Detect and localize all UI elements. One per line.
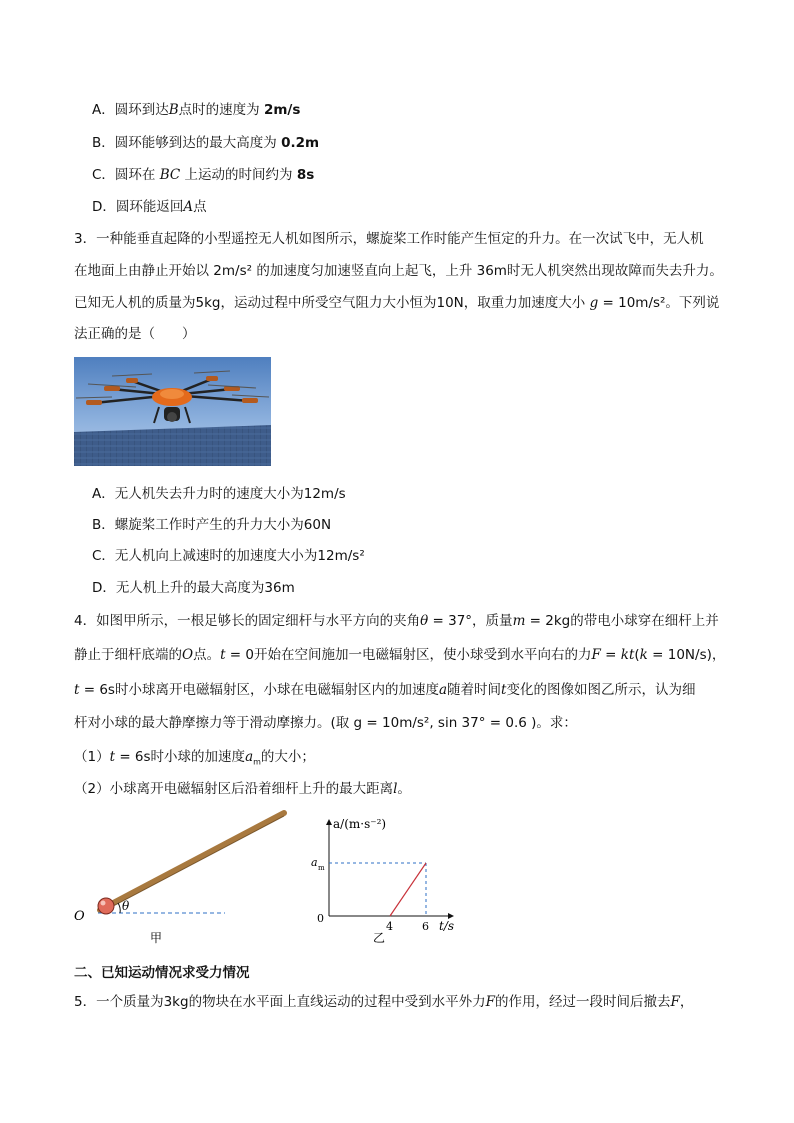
caption-jia: 甲 bbox=[150, 931, 163, 945]
y-axis-label: a/(m·s⁻²) bbox=[333, 817, 387, 831]
q2-option-c: C．圆环在 BC 上运动的时间约为 8s bbox=[92, 167, 315, 183]
q3-option-a: A．无人机失去升力时的速度大小为12m/s bbox=[92, 486, 346, 502]
q3-option-c: C．无人机向上减速时的加速度大小为12m/s² bbox=[92, 548, 365, 564]
q2-option-b: B．圆环能够到达的最大高度为 0.2m bbox=[92, 135, 320, 151]
q3-line3: 已知无人机的质量为5kg，运动过程中所受空气阻力大小恒为10N，取重力加速度大小 g = 10m/s²。下列说 bbox=[74, 295, 720, 311]
origin-label: 0 bbox=[317, 912, 324, 925]
q4-line4: 杆对小球的最大静摩擦力等于滑动摩擦力。(取 g = 10m/s², sin 37° = 0.6 )。求： bbox=[74, 715, 577, 731]
figure-jia bbox=[70, 808, 300, 957]
q5-line1: 5．一个质量为3kg的物块在水平面上直线运动的过程中受到水平外力F的作用，经过一段时间后撤去F， bbox=[74, 994, 694, 1010]
angle-arc bbox=[118, 903, 120, 913]
q2-option-d: D．圆环能返回A点 bbox=[92, 199, 207, 215]
q4-sub2: （2）小球离开电磁辐射区后沿着细杆上升的最大距离l。 bbox=[74, 781, 411, 797]
x-tick-6: 6 bbox=[422, 920, 429, 933]
q4-line1: 4．如图甲所示，一根足够长的固定细杆与水平方向的夹角θ = 37°，质量m = 2kg的带电小球穿在细杆上并 bbox=[74, 613, 719, 629]
y-tick-am: a bbox=[311, 856, 318, 869]
y-tick-am-sub: m bbox=[318, 864, 325, 872]
q3-line1: 3．一种能垂直起降的小型遥控无人机如图所示，螺旋桨工作时能产生恒定的升力。在一次试飞中，无人机 bbox=[74, 231, 704, 247]
q3-option-d: D．无人机上升的最大高度为36m bbox=[92, 580, 295, 596]
q2-option-a: A．圆环到达B点时的速度为 2m/s bbox=[92, 102, 301, 118]
section-heading: 二、已知运动情况求受力情况 bbox=[74, 965, 250, 981]
q4-sub1: （1）t = 6s时小球的加速度$a_m$的大小； bbox=[74, 749, 315, 767]
charged-ball bbox=[98, 898, 114, 914]
figure-yi bbox=[305, 812, 465, 951]
drone-photo bbox=[74, 357, 271, 466]
q3-option-b: B．螺旋桨工作时产生的升力大小为60N bbox=[92, 517, 332, 533]
angle-label: θ bbox=[122, 899, 130, 913]
q4-line3: t = 6s时小球离开电磁辐射区，小球在电磁辐射区内的加速度a随着时间t变化的图像如图乙所示，认为细 bbox=[74, 682, 696, 698]
q3-line4: 法正确的是（ ） bbox=[74, 326, 196, 342]
q4-line2: 静止于细杆底端的O点。t = 0开始在空间施加一电磁辐射区，使小球受到水平向右的力F = kt(k = 10N/s)， bbox=[74, 647, 726, 663]
x-tick-4: 4 bbox=[386, 920, 393, 933]
graph-line bbox=[390, 863, 426, 916]
origin-label: O bbox=[74, 909, 85, 924]
q3-line2: 在地面上由静止开始以 2m/s² 的加速度匀加速竖直向上起飞，上升 36m时无人机突然出现故障而失去升力。 bbox=[74, 263, 723, 279]
caption-yi: 乙 bbox=[373, 931, 386, 945]
x-axis-label: t/s bbox=[439, 919, 455, 933]
rod bbox=[100, 813, 284, 910]
